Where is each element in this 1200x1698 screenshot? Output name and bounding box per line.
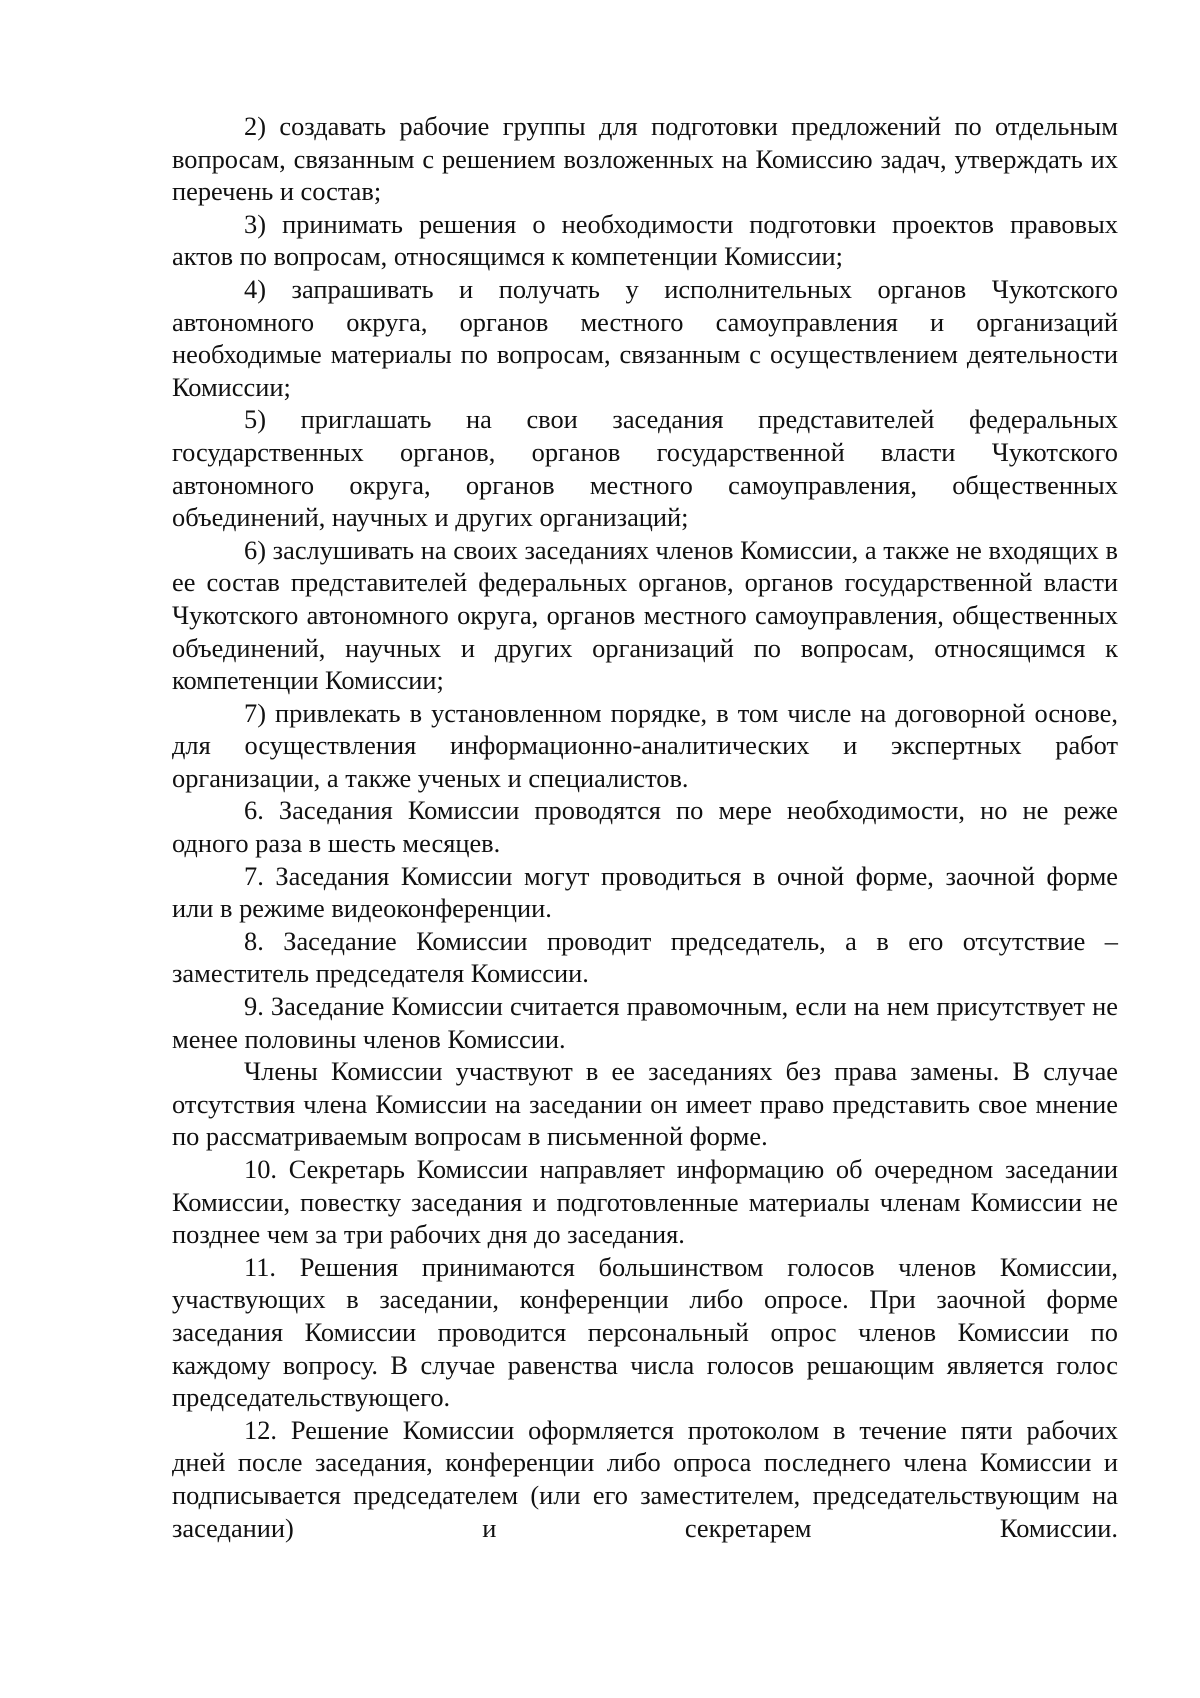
paragraph-clause-12: 12. Решение Комиссии оформляется протоколом в течение пяти рабочих дней после заседания, конференции либо опроса последнего члена Комиссии и подписывается председателем (или его заместителем, председательствующим на заседании) и секретарем Комиссии. xyxy=(172,1414,1118,1543)
document-page xyxy=(172,110,1118,1544)
paragraph-clause-6: 6. Заседания Комиссии проводятся по мере необходимости, но не реже одного раза в шесть месяцев. xyxy=(172,795,1118,859)
paragraph-clause-11: 11. Решения принимаются большинством голосов членов Комиссии, участвующих в заседании, конференции либо опросе. При заочной форме заседания Комиссии проводится персональный опрос членов Комиссии по каждому вопросу. В случае равенства числа голосов решающим является голос председательствующего. xyxy=(172,1251,1118,1413)
paragraph-item-6: 6) заслушивать на своих заседаниях членов Комиссии, а также не входящих в ее состав представителей федеральных органов, органов государственной власти Чукотского автономного округа, органов местного самоуправления, общественных объединений, научных и других организаций по вопросам, относящимся к компетенции Комиссии; xyxy=(172,534,1118,696)
paragraph-item-4: 4) запрашивать и получать у исполнительных органов Чукотского автономного округа, органов местного самоуправления и организаций необходимые материалы по вопросам, связанным с осуществлением деятельности Комиссии; xyxy=(172,273,1118,402)
paragraph-members: Члены Комиссии участвуют в ее заседаниях без права замены. В случае отсутствия члена Комиссии на заседании он имеет право представить свое мнение по рассматриваемым вопросам в письменной форме. xyxy=(172,1056,1118,1152)
paragraph-item-3: 3) принимать решения о необходимости подготовки проектов правовых актов по вопросам, относящимся к компетенции Комиссии; xyxy=(172,208,1118,272)
paragraph-clause-8: 8. Заседание Комиссии проводит председатель, а в его отсутствие – заместитель председателя Комиссии. xyxy=(172,925,1118,989)
paragraph-item-7: 7) привлекать в установленном порядке, в том числе на договорной основе, для осуществления информационно-аналитических и экспертных работ организации, а также ученых и специалистов. xyxy=(172,697,1118,793)
paragraph-clause-7: 7. Заседания Комиссии могут проводиться в очной форме, заочной форме или в режиме видеоконференции. xyxy=(172,860,1118,924)
paragraph-clause-9: 9. Заседание Комиссии считается правомочным, если на нем присутствует не менее половины членов Комиссии. xyxy=(172,991,1118,1054)
paragraph-clause-10: 10. Секретарь Комиссии направляет информацию об очередном заседании Комиссии, повестку заседания и подготовленные материалы членам Комиссии не позднее чем за три рабочих дня до заседания. xyxy=(172,1154,1118,1250)
paragraph-item-5: 5) приглашать на свои заседания представителей федеральных государственных органов, органов государственной власти Чукотского автономного округа, органов местного самоуправления, общественных объединений, научных и других организаций; xyxy=(172,404,1118,533)
paragraph-item-2: 2) создавать рабочие группы для подготовки предложений по отдельным вопросам, связанным с решением возложенных на Комиссию задач, утверждать их перечень и состав; xyxy=(172,111,1118,207)
